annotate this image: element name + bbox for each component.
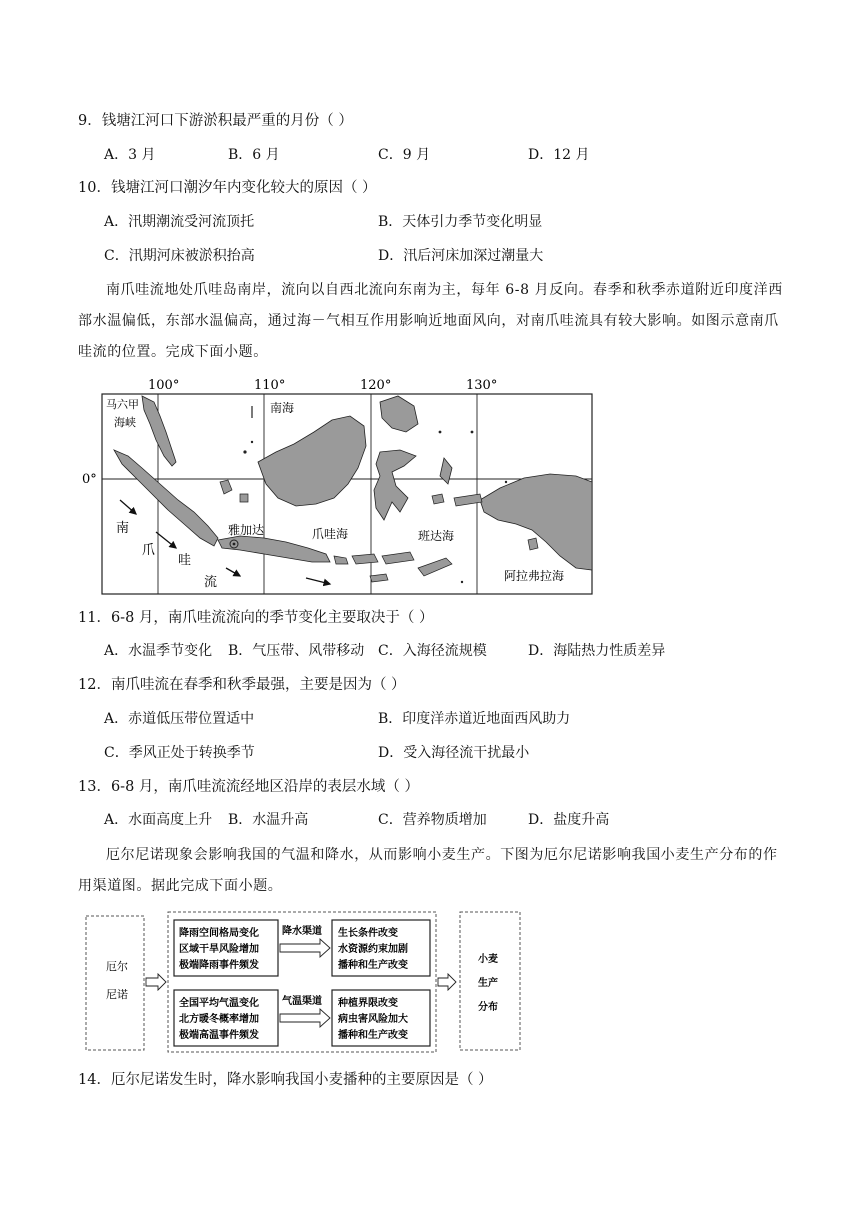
label-malacca-strait-2: 海峡 (114, 416, 136, 429)
question-10-option-d: D．汛后河床加深过潮量大 (378, 248, 544, 264)
question-12-option-b: B．印度洋赤道近地面西风助力 (378, 711, 571, 727)
question-13-option-b: B．水温升高 (228, 812, 309, 828)
label-arafura-sea: 阿拉弗拉海 (504, 569, 565, 583)
temp-cause-2: 北方暖冬概率增加 (179, 1014, 259, 1025)
land-seram (454, 494, 482, 506)
current-label-3: 哇 (178, 553, 192, 568)
jakarta-marker-dot (233, 543, 236, 546)
islet (471, 431, 474, 434)
question-9-option-c: C．9 月 (378, 147, 431, 163)
land-aru-islands (528, 538, 538, 550)
label-java-sea: 爪哇海 (312, 527, 349, 541)
temp-cause-1: 全国平均气温变化 (179, 998, 259, 1009)
islet (243, 450, 246, 453)
rain-effect-3: 播种和生产改变 (338, 960, 408, 971)
land-sumbawa (352, 554, 378, 564)
question-11-stem: 11．6-8 月，南爪哇流流向的季节变化主要取决于（ ） (78, 610, 434, 626)
land-belitung (240, 494, 248, 502)
target-label-1: 小麦 (478, 954, 498, 965)
el-nino-wheat-channel-diagram (82, 908, 532, 1054)
question-11-option-c: C．入海径流规模 (378, 643, 487, 659)
current-arrow (156, 532, 176, 548)
rain-effect-1: 生长条件改变 (338, 928, 398, 939)
temp-effect-1: 种植界限改变 (338, 998, 398, 1009)
arrow-target (438, 974, 456, 990)
passage-south-java-current: 南爪哇流地处爪哇岛南岸，流向以自西北流向东南为主，每年 6-8 月反向。春季和秋季赤道附近印度洋西部水温偏低，东部水温偏高，通过海－气相互作用影响近地面风向，对南爪哇流具有较大影响。如图示意南爪哇流的位置。完成下面小题。 (78, 282, 783, 360)
land-bali-lombok (334, 556, 348, 564)
land-flores (382, 552, 414, 564)
passage-el-nino: 厄尔尼诺现象会影响我国的气温和降水，从而影响小麦生产。下图为厄尔尼诺影响我国小麦生产分布的作用渠道图。据此完成下面小题。 (78, 847, 778, 894)
rain-channel-label: 降水渠道 (282, 926, 322, 937)
label-south-china-sea: 南海 (270, 401, 295, 415)
question-12-stem: 12．南爪哇流在春季和秋季最强，主要是因为（ ） (78, 677, 406, 693)
temp-channel-arrow (280, 1009, 330, 1027)
label-jakarta: 雅加达 (228, 523, 265, 537)
current-arrow (306, 578, 330, 584)
arrow-source (146, 974, 166, 990)
question-10-option-b: B．天体引力季节变化明显 (378, 214, 543, 230)
question-13-option-c: C．营养物质增加 (378, 812, 487, 828)
temp-channel-label: 气温渠道 (282, 996, 322, 1007)
question-11-option-a: A．水温季节变化 (104, 643, 213, 659)
question-9-option-d: D．12 月 (528, 147, 590, 163)
islet (439, 431, 442, 434)
question-14-stem: 14．厄尔尼诺发生时，降水影响我国小麦播种的主要原因是（ ） (78, 1072, 493, 1088)
lat-label-0: 0° (82, 472, 97, 487)
lon-label-110: 110° (254, 378, 286, 393)
land-timor (418, 558, 452, 576)
temp-effect-3: 播种和生产改变 (338, 1030, 408, 1041)
question-10-stem: 10．钱塘江河口潮汐年内变化较大的原因（ ） (78, 180, 377, 196)
current-label-1: 南 (116, 521, 130, 536)
question-9-option-a: A．3 月 (104, 147, 156, 163)
label-banda-sea: 班达海 (418, 529, 455, 543)
source-box (86, 916, 144, 1050)
question-12-option-a: A．赤道低压带位置适中 (104, 711, 255, 727)
question-13-option-a: A．水面高度上升 (104, 812, 213, 828)
land-sumba (370, 574, 388, 582)
temp-effect-2: 病虫害风险加大 (338, 1014, 408, 1025)
islet (251, 441, 253, 443)
south-java-current-map (80, 372, 600, 598)
question-13-stem: 13．6-8 月，南爪哇流流经地区沿岸的表层水域（ ） (78, 779, 420, 795)
islet (505, 481, 507, 483)
land-halmahera (440, 458, 452, 484)
rain-channel-arrow (280, 939, 330, 957)
label-malacca-strait-1: 马六甲 (106, 398, 139, 411)
land-buru (432, 494, 444, 504)
question-10-option-a: A．汛期潮流受河流顶托 (104, 214, 255, 230)
land-borneo (258, 416, 366, 506)
current-arrow (226, 568, 240, 576)
question-9-option-b: B．6 月 (228, 147, 280, 163)
current-label-4: 流 (204, 575, 218, 590)
lon-label-130: 130° (466, 378, 498, 393)
target-label-3: 分布 (478, 1002, 498, 1013)
question-11-option-b: B．气压带、风带移动 (228, 643, 365, 659)
rain-cause-3: 极端降雨事件频发 (179, 960, 259, 971)
land-philippines (380, 396, 418, 432)
land-sumatra (114, 450, 218, 546)
land-bangka (220, 480, 232, 494)
question-9-stem: 9．钱塘江河口下游淤积最严重的月份（ ） (78, 113, 353, 129)
islet (461, 581, 463, 583)
lon-label-100: 100° (148, 378, 180, 393)
rain-effect-2: 水资源约束加剧 (338, 944, 408, 955)
source-label-2: 尼诺 (106, 988, 128, 1001)
question-10-option-c: C．汛期河床被淤积抬高 (104, 248, 255, 264)
land-new-guinea (480, 474, 592, 570)
question-13-option-d: D．盐度升高 (528, 812, 610, 828)
question-11-option-d: D．海陆热力性质差异 (528, 643, 666, 659)
lon-label-120: 120° (360, 378, 392, 393)
temp-cause-3: 极端高温事件频发 (179, 1030, 259, 1041)
question-12-option-d: D．受入海径流干扰最小 (378, 745, 530, 761)
land-sulawesi (374, 450, 416, 520)
current-label-2: 爪 (142, 543, 156, 558)
land-malay-peninsula (142, 396, 176, 466)
question-12-option-c: C．季风正处于转换季节 (104, 745, 255, 761)
source-label-1: 厄尔 (106, 960, 128, 973)
target-label-2: 生产 (478, 978, 498, 989)
rain-cause-2: 区域干旱风险增加 (179, 944, 259, 955)
current-arrow (120, 500, 136, 514)
rain-cause-1: 降雨空间格局变化 (179, 928, 259, 939)
